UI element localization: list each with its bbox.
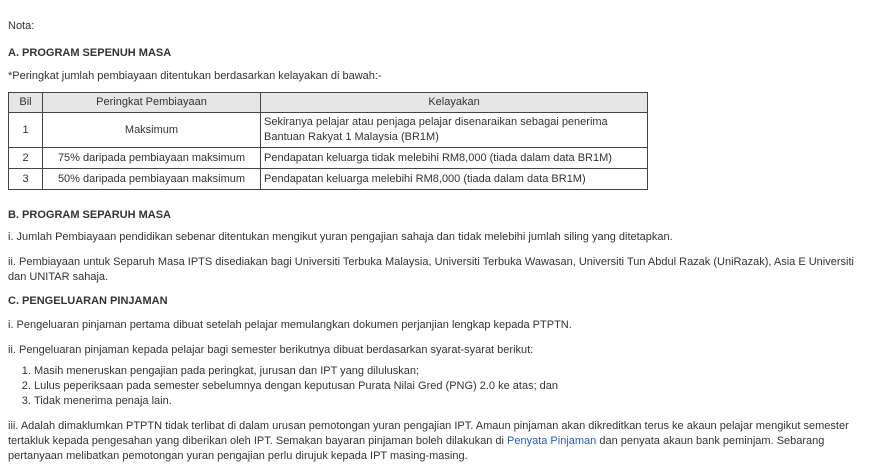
section-a-note: *Peringkat jumlah pembiayaan ditentukan berdasarkan kelayakan di bawah:- bbox=[8, 70, 382, 82]
cell-bil: 3 bbox=[9, 169, 43, 190]
cell-kelayakan: Sekiranya pelajar atau penjaga pelajar disenaraikan sebagai penerima Bantuan Rakyat 1 Malaysia (BR1M) bbox=[261, 113, 648, 148]
list-item: 3. Tidak menerima penaja lain. bbox=[34, 394, 871, 409]
table-row bbox=[9, 113, 648, 148]
table-row bbox=[9, 169, 648, 190]
section-c-paragraph-3 bbox=[8, 419, 871, 464]
table-row bbox=[9, 148, 648, 169]
section-a-heading: A. PROGRAM SEPENUH MASA bbox=[8, 47, 172, 59]
section-b-heading: B. PROGRAM SEPARUH MASA bbox=[8, 209, 171, 221]
section-c-paragraph-2: ii. Pengeluaran pinjaman kepada pelajar bagi semester berikutnya dibuat berdasarkan syarat-syarat berikut: bbox=[8, 344, 534, 356]
penyata-pinjaman-link[interactable]: Penyata Pinjaman bbox=[507, 435, 597, 447]
section-c-heading: C. PENGELUARAN PINJAMAN bbox=[8, 295, 168, 307]
nota-label: Nota: bbox=[8, 20, 35, 32]
paragraph-3-text-before: iii. Adalah dimaklumkan PTPTN tidak terlibat di dalam urusan pemotongan yuran pengajian IPT. Amaun pinjaman akan dikreditkan terus ke akaun pelajar mengikut semester tertakluk kepada pengesahan yang diberikan oleh IPT. Semakan bayaran pinjaman boleh dilakukan di bbox=[8, 420, 849, 447]
conditions-list bbox=[8, 364, 871, 409]
header-bil: Bil bbox=[9, 93, 43, 113]
table-header-row bbox=[9, 93, 648, 113]
paragraph-3-text-after: dan penyata akaun bank peminjam. Sebarang pertanyaan melibatkan pemotongan yuran pengajian perlu dirujuk kepada IPT masing-masing. bbox=[8, 435, 825, 462]
list-item: 1. Masih meneruskan pengajian pada peringkat, jurusan dan IPT yang diluluskan; bbox=[34, 364, 871, 379]
cell-kelayakan: Pendapatan keluarga melebihi RM8,000 (tiada dalam data BR1M) bbox=[261, 169, 648, 190]
section-c-paragraph-1: i. Pengeluaran pinjaman pertama dibuat setelah pelajar memulangkan dokumen perjanjian lengkap kepada PTPTN. bbox=[8, 319, 572, 331]
financing-table bbox=[8, 92, 648, 190]
cell-peringkat: 75% daripada pembiayaan maksimum bbox=[43, 148, 261, 169]
header-peringkat: Peringkat Pembiayaan bbox=[43, 93, 261, 113]
cell-peringkat: 50% daripada pembiayaan maksimum bbox=[43, 169, 261, 190]
list-item: 2. Lulus peperiksaan pada semester sebelumnya dengan keputusan Purata Nilai Gred (PNG) 2.0 ke atas; dan bbox=[34, 379, 871, 394]
cell-kelayakan: Pendapatan keluarga tidak melebihi RM8,000 (tiada dalam data BR1M) bbox=[261, 148, 648, 169]
cell-bil: 1 bbox=[9, 113, 43, 148]
cell-bil: 2 bbox=[9, 148, 43, 169]
cell-peringkat: Maksimum bbox=[43, 113, 261, 148]
section-b-paragraph-2: ii. Pembiayaan untuk Separuh Masa IPTS disediakan bagi Universiti Terbuka Malaysia, Universiti Terbuka Wawasan, Universiti Tun Abdul Razak (UniRazak), Asia E Universiti dan UNITAR sahaja. bbox=[8, 256, 854, 283]
header-kelayakan: Kelayakan bbox=[261, 93, 648, 113]
section-b-paragraph-1: i. Jumlah Pembiayaan pendidikan sebenar ditentukan mengikut yuran pengajian sahaja dan tidak melebihi jumlah siling yang ditetapkan. bbox=[8, 231, 673, 243]
